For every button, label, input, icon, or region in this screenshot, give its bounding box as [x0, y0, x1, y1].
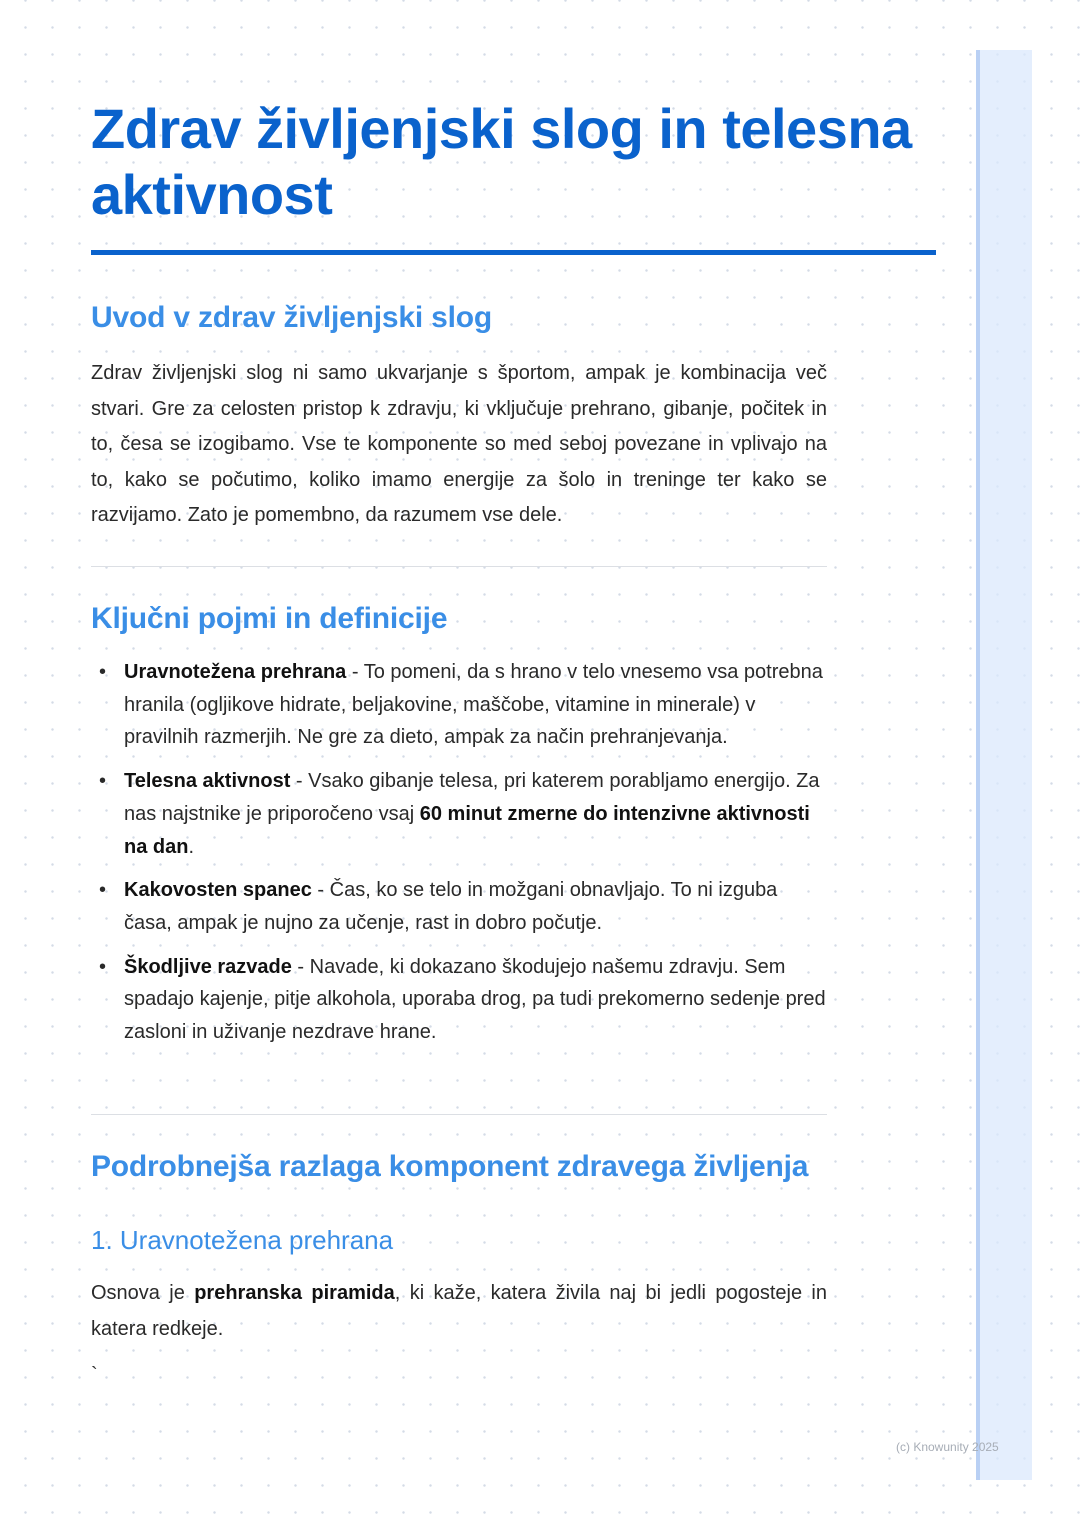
stray-mark: `: [91, 1364, 98, 1386]
section-heading-terms: Ključni pojmi in definicije: [91, 602, 448, 635]
bullet-icon: •: [99, 770, 107, 793]
subsection-heading: 1. Uravnotežena prehrana: [91, 1225, 394, 1255]
margin-strip: [976, 50, 1032, 1480]
term-text: - Navade, ki dokazano škodujejo našemu zdravju. Sem spadajo kajenje, pitje alkohola, uporaba drog, pa tudi prekomerno sedenje pred zasloni in uživanje nezdrave hrane.: [124, 955, 826, 1044]
list-item: [91, 951, 827, 1049]
bullet-icon: •: [99, 661, 107, 683]
document-title: Zdrav življenjski slog in telesna aktivnost: [91, 97, 912, 226]
term-text: - Čas, ko se telo in možgani obnavljajo. To ni izguba časa, ampak je nujno za učenje, rast in dobro počutje.: [124, 879, 778, 934]
term-text: - To pomeni, da s hrano v telo vnesemo vsa potrebna hranila (ogljikove hidrate, beljakovine, maščobe, vitamine in minerale) v pravilnih razmerjih. Ne gre za dieto, ampak za način prehranjevanja.: [124, 661, 823, 749]
components-paragraph: [91, 1276, 827, 1347]
list-item: [91, 874, 827, 939]
section-divider: [91, 566, 827, 567]
list-item: [91, 656, 827, 754]
term-text: - Vsako gibanje telesa, pri katerem porabljamo energijo. Za nas najstnike je priporočeno vsaj: [124, 770, 820, 825]
list-item: [91, 765, 827, 863]
term-label: Kakovosten spanec: [124, 879, 312, 902]
para-bold: prehranska piramida: [194, 1282, 395, 1304]
term-label: Škodljive razvade: [124, 955, 292, 978]
section-heading-intro: Uvod v zdrav življenjski slog: [91, 301, 493, 334]
section-divider: [91, 1114, 827, 1115]
term-label: Telesna aktivnost: [124, 770, 291, 793]
term-emphasis: 60 minut zmerne do intenzivne aktivnosti na dan: [124, 802, 810, 858]
title-underline: [91, 250, 936, 255]
section-heading-components: Podrobnejša razlaga komponent zdravega življenja: [91, 1150, 809, 1183]
para-end: , ki kaže, katera živila naj bi jedli pogosteje in katera redkeje.: [91, 1282, 828, 1340]
para-start: Osnova je: [91, 1282, 195, 1304]
bullet-icon: •: [99, 879, 107, 902]
definitions-list: [91, 656, 827, 1060]
term-label: Uravnotežena prehrana: [124, 661, 347, 683]
margin-line: [976, 50, 980, 1480]
intro-paragraph: Zdrav življenjski slog ni samo ukvarjanje s športom, ampak je kombinacija več stvari. Gre za celosten pristop k zdravju, ki vključuje prehrano, gibanje, počitek in to, česa se izogibamo. Vse te komponente so med seboj povezane in vplivajo na to, kako se počutimo, koliko imamo energije za šolo in treninge ter kako se razvijamo. Zato je pomembno, da razumem vse dele.: [91, 362, 827, 526]
term-tail: .: [188, 835, 195, 858]
copyright-footer: (c) Knowunity 2025: [896, 1440, 999, 1454]
bullet-icon: •: [99, 955, 107, 978]
